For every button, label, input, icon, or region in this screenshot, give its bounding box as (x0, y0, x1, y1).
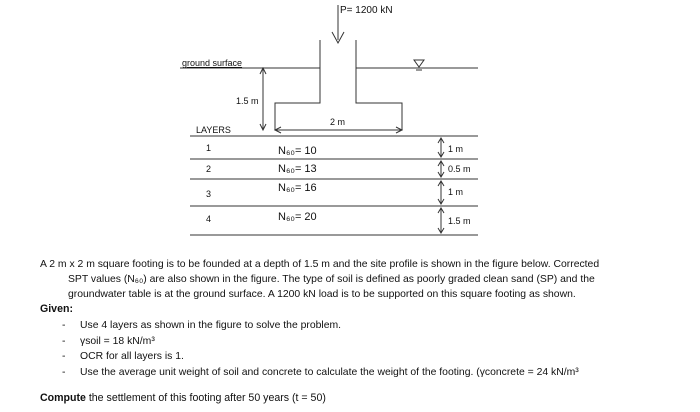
problem-line: SPT values (N₆₀) are also shown in the figure. The type of soil is defined as poorly graded clean sand (SP) and the (68, 274, 595, 285)
given-list (62, 318, 579, 380)
layer-thickness: 1 m (448, 144, 464, 154)
width-label: 2 m (330, 117, 346, 127)
problem-line: groundwater table is at the ground surface. A 1200 kN load is to be supported on this square footing as shown. (68, 289, 576, 300)
water-table-icon (414, 60, 424, 67)
layer-n60: N₆₀= 10 (278, 145, 317, 157)
ground-surface-label: ground surface (182, 58, 243, 68)
layer-id: 2 (206, 164, 212, 174)
layer-id: 1 (206, 143, 212, 153)
given-item: - Use 4 layers as shown in the figure to solve the problem. (62, 320, 342, 331)
thickness-arrow-2 (438, 161, 444, 177)
given-item: - γsoil = 18 kN/m³ (62, 335, 155, 347)
thickness-arrow-3 (438, 181, 444, 204)
given-item: - Use the average unit weight of soil and concrete to calculate the weight of the footing. (γconcrete = 24 kN/m³ (62, 366, 579, 378)
compute-statement (40, 392, 326, 404)
load-label: P= 1200 kN (340, 5, 393, 16)
depth-label: 1.5 m (236, 96, 259, 106)
layer-thickness: 0.5 m (448, 164, 471, 174)
layers-header: LAYERS (196, 125, 231, 135)
layer-id: 4 (206, 214, 212, 224)
thickness-arrow-1 (438, 138, 444, 157)
given-title: Given: (40, 303, 73, 315)
layer-id: 3 (206, 189, 212, 199)
problem-line: A 2 m x 2 m square footing is to be founded at a depth of 1.5 m and the site profile is shown in the figure below. Corrected (40, 259, 600, 270)
layer-n60: N₆₀= 20 (278, 211, 317, 223)
problem-statement (40, 257, 670, 302)
given-item: - OCR for all layers is 1. (62, 351, 184, 362)
layer-thickness: 1 m (448, 187, 464, 197)
layer-thickness: 1.5 m (448, 216, 471, 226)
compute-rest: the settlement of this footing after 50 years (t = 50) (85, 392, 326, 404)
compute-bold: Compute (40, 392, 86, 404)
thickness-arrow-4 (438, 208, 444, 233)
layer-n60: N₆₀= 16 (278, 182, 317, 194)
layer-n60: N₆₀= 13 (278, 163, 317, 175)
